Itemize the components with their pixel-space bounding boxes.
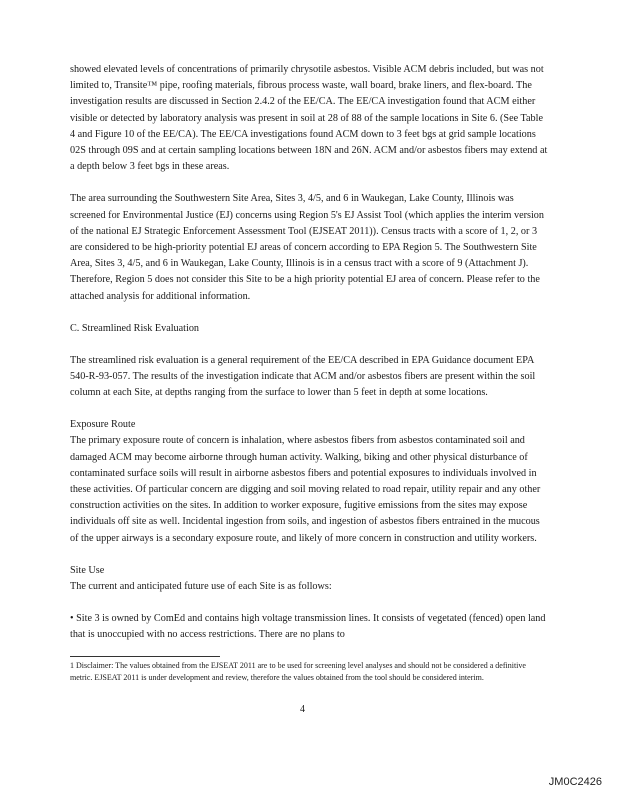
paragraph-environmental-justice: The area surrounding the Southwestern Site Area, Sites 3, 4/5, and 6 in Waukegan, Lake County, Illinois was screened for Environmental Justice (EJ) concerns using Region 5's EJ Assist Tool (which applies the interim version of the national EJ Strategic Enforcement Assessment Tool (EJSEAT 2011)). Census tracts with a score of 1, 2, or 3 are considered to be high-priority potential EJ areas of concern according to EPA Region 5. The Southwestern Site Area, Sites 3, 4/5, and 6 in Waukegan, Lake County, Illinois is in a census tract with a score of 9 (Attachment J). Therefore, Region 5 does not consider this Site to be a high priority potential EJ area of concern. Please refer to the attached analysis for additional information. bbox=[70, 193, 544, 302]
paragraph-exposure-route: The primary exposure route of concern is inhalation, where asbestos fibers from asbestos contaminated soil and damaged ACM may become airborne through human activity. Walking, biking and other physical disturbance of contaminated surface soils will result in airborne asbestos fibers and potential exposures to individuals involved in these activities. Of particular concern are digging and soil moving related to road repair, utility repair and any other construction activities on the sites. In addition to worker exposure, fugitive emissions from the sites may expose individuals off site as well. Incidental ingestion from soils, and ingestion of asbestos fibers entrained in the mucous of the upper airways is a secondary exposure route, and likely of more concern in construction and utility workers. bbox=[70, 435, 541, 544]
paragraph-risk-evaluation: The streamlined risk evaluation is a general requirement of the EE/CA described in EPA Guidance document EPA 540-R-93-057. The results of the investigation indicate that ACM and/or asbestos fibers are present within the soil column at each Site, at depths ranging from the surface to lower than 5 feet in depth at some locations. bbox=[70, 354, 536, 399]
footnote-divider bbox=[70, 656, 220, 657]
document-control-number: JM0C2426 bbox=[548, 776, 602, 788]
subheading-exposure-route: Exposure Route bbox=[70, 419, 136, 431]
section-heading-risk-evaluation: C. Streamlined Risk Evaluation bbox=[70, 322, 200, 334]
subheading-site-use: Site Use bbox=[70, 564, 105, 576]
document-body bbox=[70, 62, 550, 643]
page-number: 4 bbox=[300, 704, 305, 715]
paragraph-site-3: • Site 3 is owned by ComEd and contains high voltage transmission lines. It consists of vegetated (fenced) open land that is unoccupied with no access restrictions. There are no plans to bbox=[70, 613, 546, 641]
paragraph-asbestos-findings: showed elevated levels of concentrations of primarily chrysotile asbestos. Visible ACM debris included, but was not limited to, Transite™ pipe, roofing materials, fibrous process waste, wall board, brake liners, and flex-board. The investigation results are discussed in Section 2.4.2 of the EE/CA. The EE/CA investigation found that ACM either visible or detected by laboratory analysis was present in soil at 28 of 88 of the sample locations in Site 6. (See Table 4 and Figure 10 of the EE/CA). The EE/CA investigations found ACM down to 3 feet bgs at grid sample locations 02S through 09S and at certain sampling locations between 18N and 26N. ACM and/or asbestos fibers may extend at a depth below 3 feet bgs in these areas. bbox=[70, 64, 548, 173]
paragraph-site-use-intro: The current and anticipated future use of each Site is as follows: bbox=[70, 580, 332, 592]
footnote-disclaimer: 1 Disclaimer: The values obtained from the EJSEAT 2011 are to be used for screening level analyses and should not be considered a definitive metric. EJSEAT 2011 is under development and review, therefore the values obtained from the tool should be considered interim. bbox=[70, 661, 526, 682]
